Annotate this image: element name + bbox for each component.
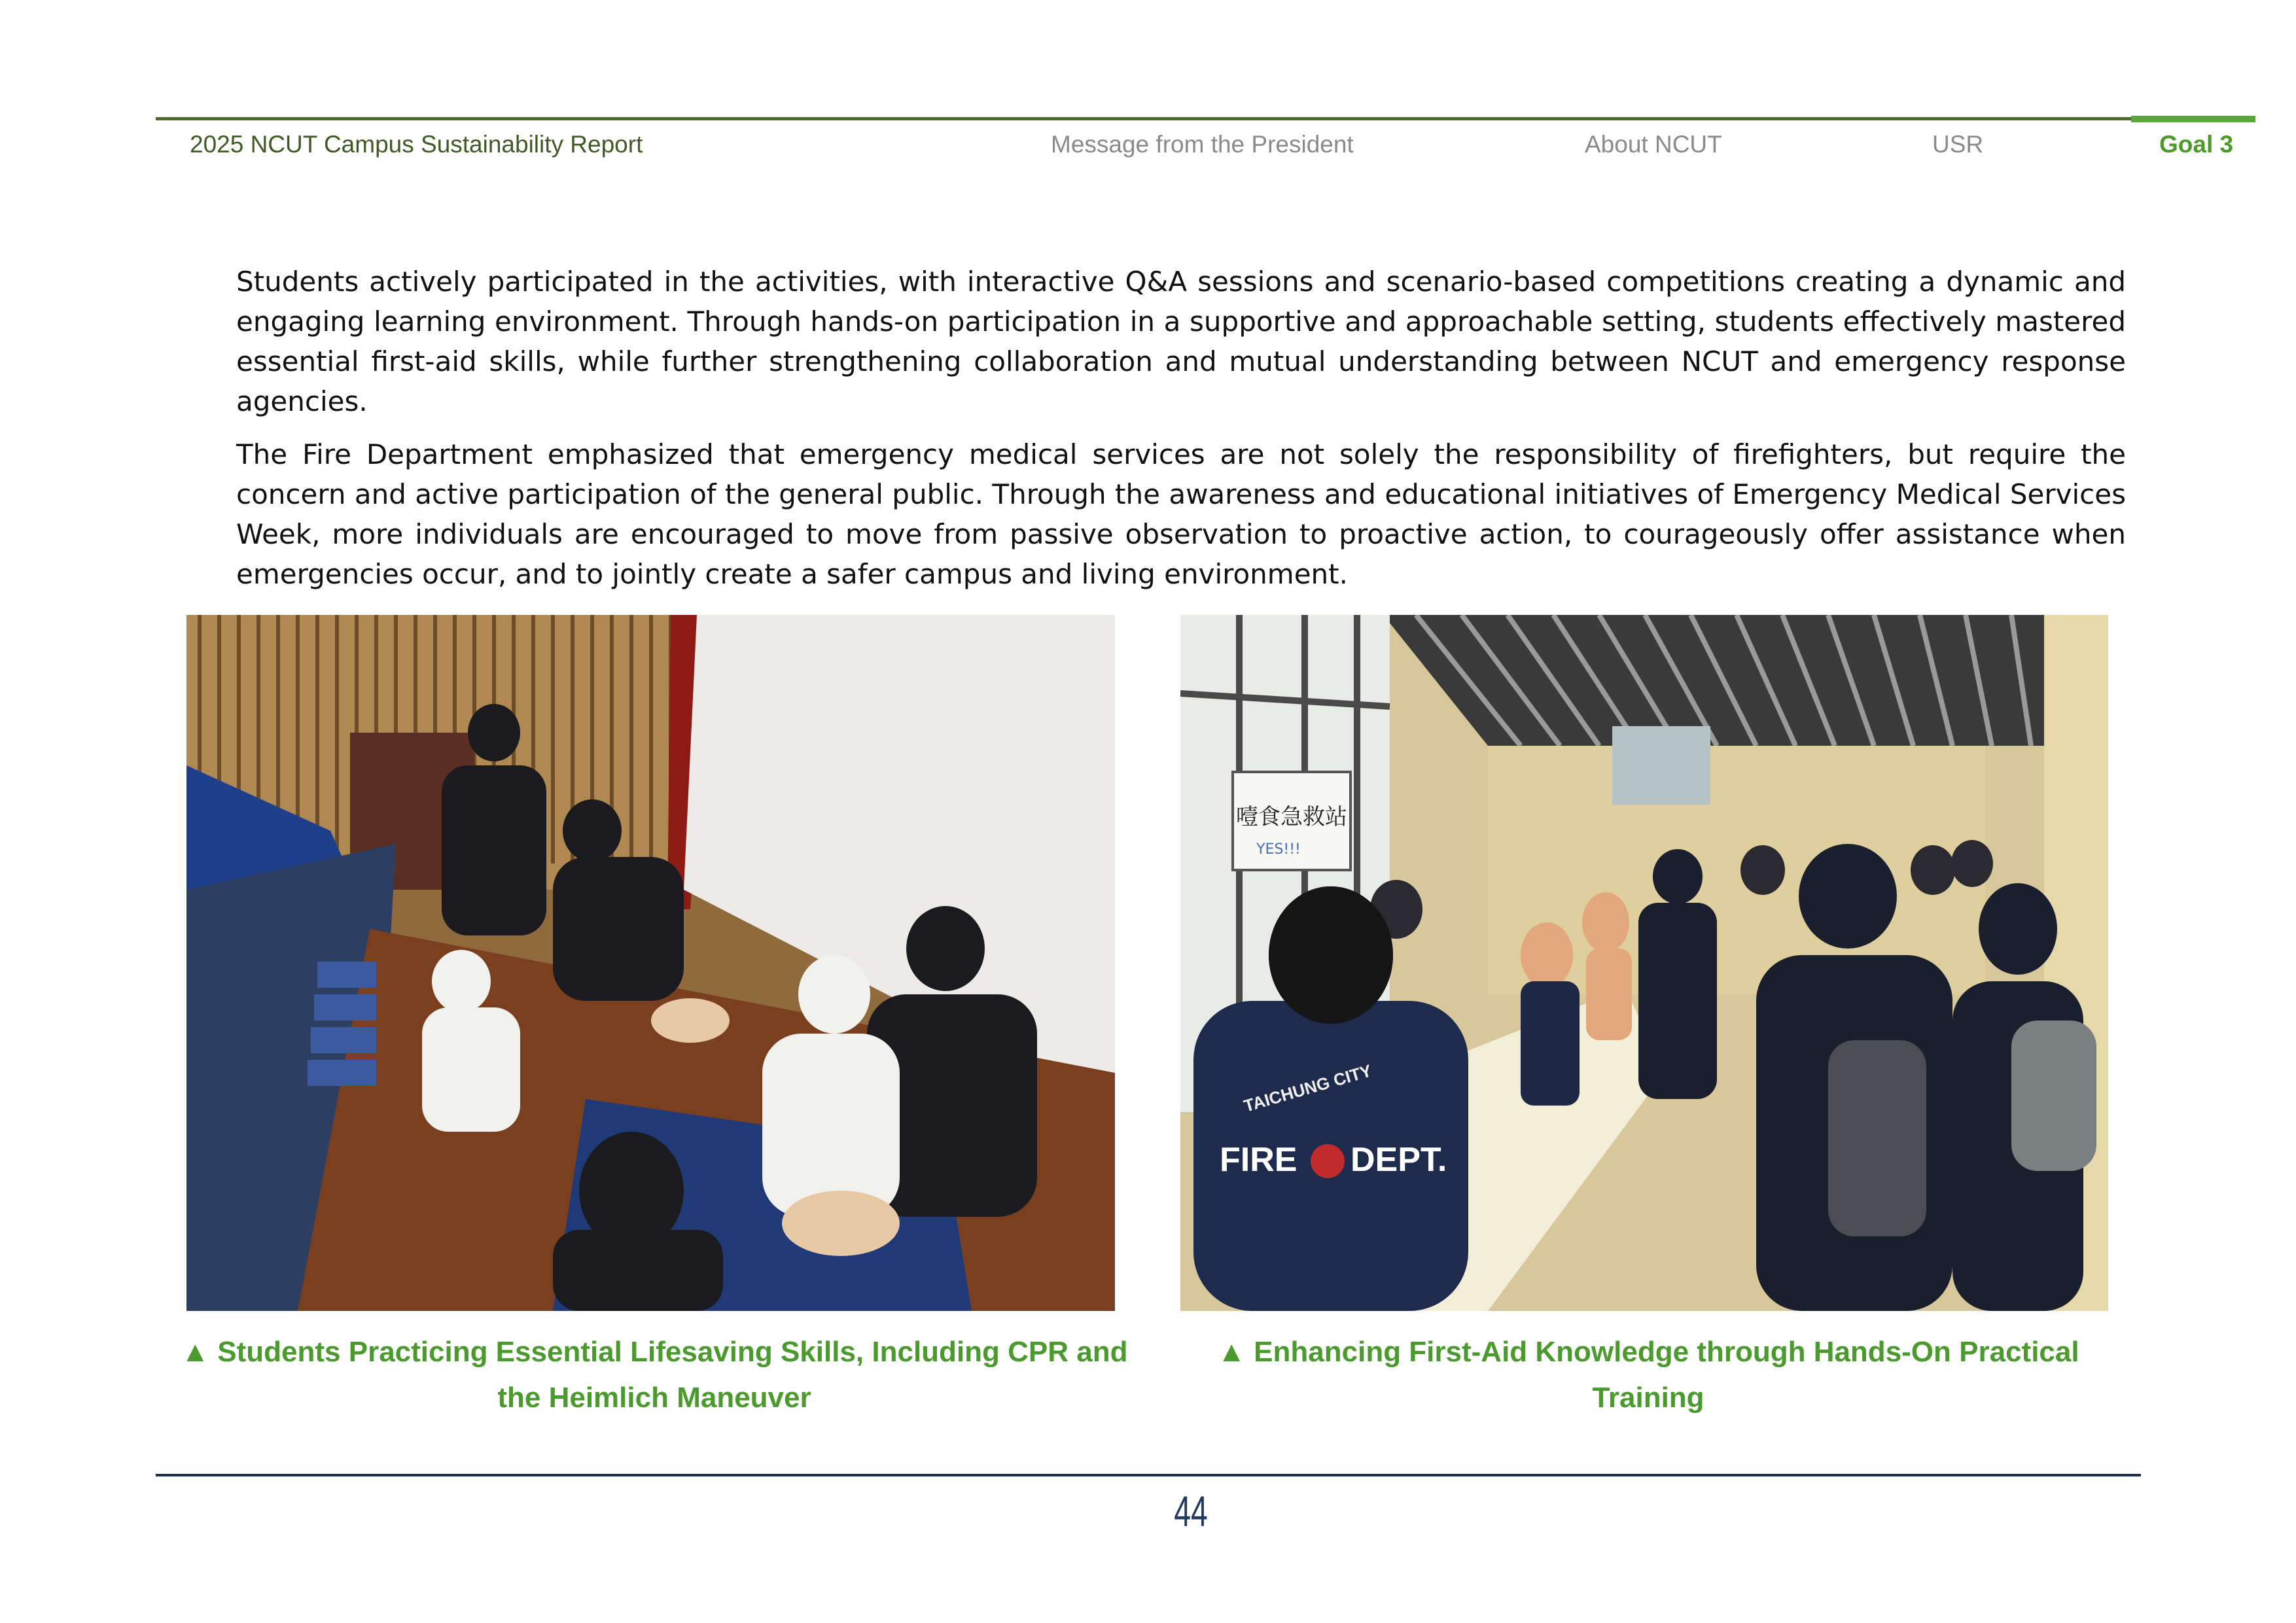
report-title: 2025 NCUT Campus Sustainability Report (190, 131, 643, 158)
footer-rule (156, 1474, 2141, 1476)
paragraph-1: Students actively participated in the activities, with interactive Q&A sessions and scenario-based competitions creating a dynamic and engaging learning environment. Through hands-on participation in a supportive and approachable setting, students effectively mastered essential first-aid skills, while further strengthening collaboration and mutual understanding between NCUT and emergency response agencies. (236, 266, 2126, 417)
header-rule (156, 117, 2138, 120)
nav-usr[interactable]: USR (1932, 131, 1984, 158)
sign-sub-text: YES!!! (1256, 841, 1301, 858)
shirt-city-text: TAICHUNG CITY (1241, 1060, 1374, 1116)
sign-text: 噎食急救站 (1236, 804, 1347, 830)
shirt-fire-text: FIRE (1220, 1141, 1298, 1179)
caption-cpr-practice: ▲ Students Practicing Essential Lifesaving Skills, Including CPR and the Heimlich Maneuver (181, 1336, 1128, 1414)
body-text (236, 262, 2126, 607)
page-number: 44 (1174, 1487, 1208, 1535)
paragraph-2: The Fire Department emphasized that emergency medical services are not solely the responsibility of firefighters, but require the concern and active participation of the general public. Through the awareness and educational initiatives of Emergency Medical Services Week, more individuals are encouraged to move from passive observation to proactive action, to courageously offer assistance when emergencies occur, and to jointly create a safer campus and living environment. (236, 438, 2126, 590)
caption-first-aid-training: ▲ Enhancing First-Aid Knowledge through Hands-On Practical Training (1217, 1336, 2079, 1414)
first-aid-station-sign (1233, 772, 1351, 870)
nav-message-from-president[interactable]: Message from the President (1051, 131, 1354, 158)
nav-goal-3-active[interactable]: Goal 3 (2159, 131, 2234, 158)
nav-about-ncut[interactable]: About NCUT (1585, 131, 1722, 158)
shirt-dept-text: DEPT. (1351, 1141, 1447, 1179)
header-rule-active-indicator (2131, 116, 2255, 122)
photo-first-aid-training (1180, 615, 2108, 1311)
photo-cpr-practice (186, 615, 1115, 1311)
